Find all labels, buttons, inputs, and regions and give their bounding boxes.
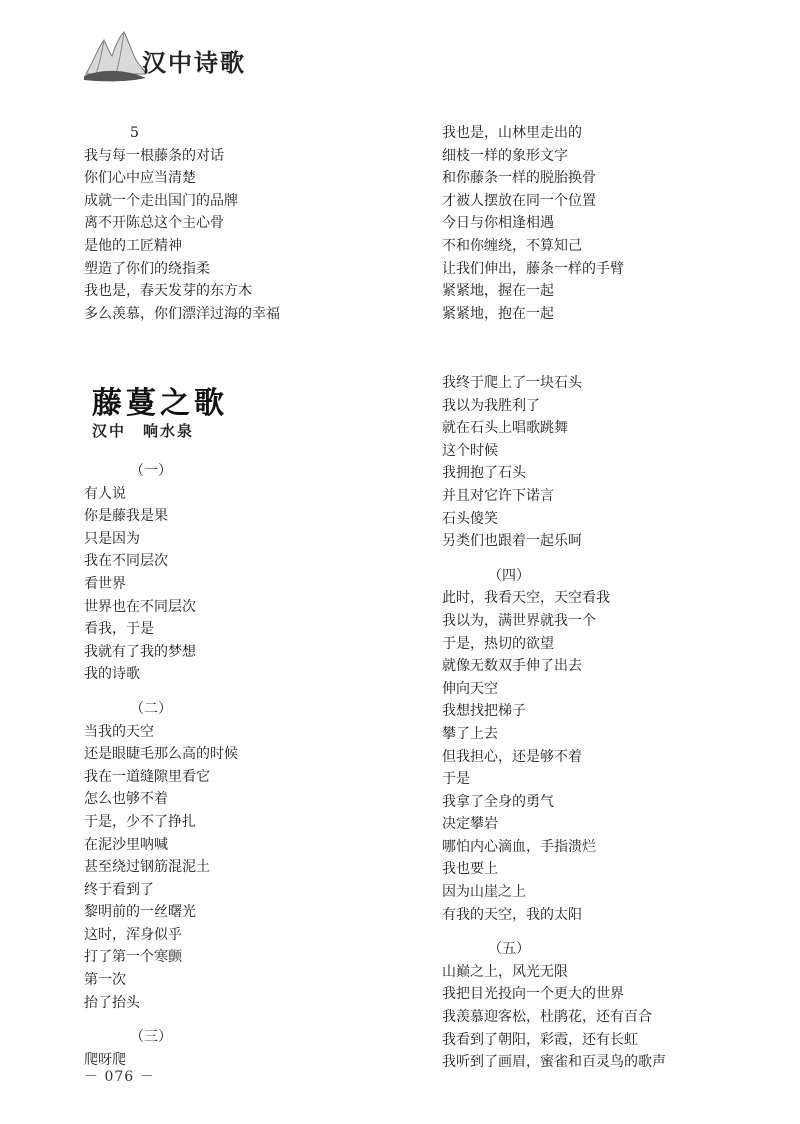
verse-line: 我也要上 (442, 861, 498, 878)
verse-line: 紧紧地，抱在一起 (442, 305, 554, 322)
verse-line: 伸向天空 (442, 680, 498, 697)
verse-line: 此时，我看天空，天空看我 (442, 590, 610, 607)
verse-line: 当我的天空 (84, 723, 154, 740)
verse-line: 有人说 (84, 485, 126, 502)
verse-line: 就像无数双手伸了出去 (442, 658, 582, 675)
page-header (84, 30, 254, 84)
section-number: （二） (130, 700, 172, 717)
verse-line: 在泥沙里呐喊 (84, 836, 168, 853)
verse-line: 就在石头上唱歌跳舞 (442, 420, 568, 437)
verse-line: 多么羡慕，你们漂洋过海的幸福 (84, 305, 280, 322)
verse-line: 我羡慕迎客松，杜鹃花，还有百合 (442, 1009, 652, 1026)
section-number: 5 (130, 125, 139, 141)
verse-line: 抬了抬头 (84, 994, 140, 1011)
verse-line: 第一次 (84, 972, 126, 989)
verse-line: 我以为我胜利了 (442, 397, 540, 414)
prev-poem-right (442, 122, 624, 325)
section-number: （五） (488, 941, 530, 958)
verse-line: 这时，浑身似乎 (84, 926, 182, 943)
section-number: （一） (130, 463, 172, 479)
verse-line: 因为山崖之上 (442, 884, 526, 901)
verse-line: 你们心中应当清楚 (84, 170, 196, 187)
prev-poem-left (84, 122, 280, 325)
verse-line: 打了第一个寒颤 (84, 949, 182, 966)
verse-line: 石头傻笑 (442, 510, 498, 527)
mountain-ink-icon (84, 30, 146, 84)
poem-right-column (442, 372, 666, 1074)
verse-line: 甚至绕过钢筋混泥土 (84, 859, 210, 876)
verse-line: 黎明前的一丝曙光 (84, 904, 196, 921)
verse-line: 世界也在不同层次 (84, 598, 196, 615)
poem-title: 藤蔓之歌 (92, 386, 228, 421)
verse-line: 于是，少不了挣扎 (84, 813, 196, 830)
verse-line: 让我们伸出，藤条一样的手臂 (442, 260, 624, 277)
verse-line: 我在不同层次 (84, 553, 168, 570)
verse-line: 于是，热切的欲望 (442, 635, 554, 652)
page-number: － 076 － (84, 1069, 155, 1085)
verse-line: 我与每一根藤条的对话 (84, 147, 224, 164)
verse-line: 我就有了我的梦想 (84, 643, 196, 660)
verse-line: 我拥抱了石头 (442, 465, 526, 482)
poem-left-column (84, 460, 238, 1071)
verse-line: 怎么也够不着 (84, 791, 168, 808)
verse-line: 但我担心，还是够不着 (442, 748, 582, 765)
verse-line: 另类们也跟着一起乐呵 (442, 533, 582, 550)
verse-line: 今日与你相逢相遇 (442, 215, 554, 232)
verse-line: 山巅之上，风光无限 (442, 963, 568, 980)
verse-line: 有我的天空，我的太阳 (442, 906, 582, 923)
section-number: （三） (130, 1029, 172, 1046)
verse-line: 我听到了画眉，蜜雀和百灵鸟的歌声 (442, 1054, 666, 1071)
verse-line: 我以为，满世界就我一个 (442, 612, 596, 629)
verse-line: 我也是，山林里走出的 (442, 125, 582, 141)
verse-line: 紧紧地，握在一起 (442, 283, 554, 300)
verse-line: 我拿了全身的勇气 (442, 793, 554, 810)
verse-line: 决定攀岩 (442, 816, 498, 833)
verse-line: 和你藤条一样的脱胎换骨 (442, 170, 596, 187)
verse-line: 这个时候 (442, 442, 498, 459)
poem-author: 汉中 响水泉 (92, 422, 195, 440)
verse-line: 终于看到了 (84, 881, 154, 898)
header-title: 汉中诗歌 (142, 49, 246, 77)
verse-line: 是他的工匠精神 (84, 237, 182, 254)
verse-line: 于是 (442, 771, 470, 788)
verse-line: 我的诗歌 (84, 666, 140, 683)
verse-line: 看我，于是 (84, 621, 154, 638)
verse-line: 攀了上去 (442, 725, 498, 742)
verse-line: 才被人摆放在同一个位置 (442, 192, 596, 209)
verse-line: 看世界 (84, 575, 126, 592)
verse-line: 还是眼睫毛那么高的时候 (84, 746, 238, 763)
verse-line: 我想找把梯子 (442, 703, 526, 720)
verse-line: 并且对它许下诺言 (442, 487, 554, 504)
verse-line: 不和你缠绕，不算知己 (442, 237, 582, 254)
verse-line: 成就一个走出国门的品牌 (84, 192, 238, 209)
verse-line: 哪怕内心滴血，手指溃烂 (442, 838, 596, 855)
verse-line: 你是藤我是果 (84, 508, 168, 525)
section-number: （四） (488, 567, 530, 584)
verse-line: 只是因为 (84, 530, 140, 547)
verse-line: 我把目光投向一个更大的世界 (442, 986, 624, 1003)
verse-line: 离不开陈总这个主心骨 (84, 215, 224, 232)
verse-line: 塑造了你们的绕指柔 (84, 260, 210, 277)
verse-line: 爬呀爬 (84, 1051, 126, 1068)
verse-line: 我终于爬上了一块石头 (442, 375, 582, 391)
verse-line: 我在一道缝隙里看它 (84, 768, 210, 785)
verse-line: 我看到了朝阳，彩霞，还有长虹 (442, 1031, 638, 1048)
verse-line: 细枝一样的象形文字 (442, 147, 568, 164)
verse-line: 我也是，春天发芽的东方木 (84, 283, 252, 300)
